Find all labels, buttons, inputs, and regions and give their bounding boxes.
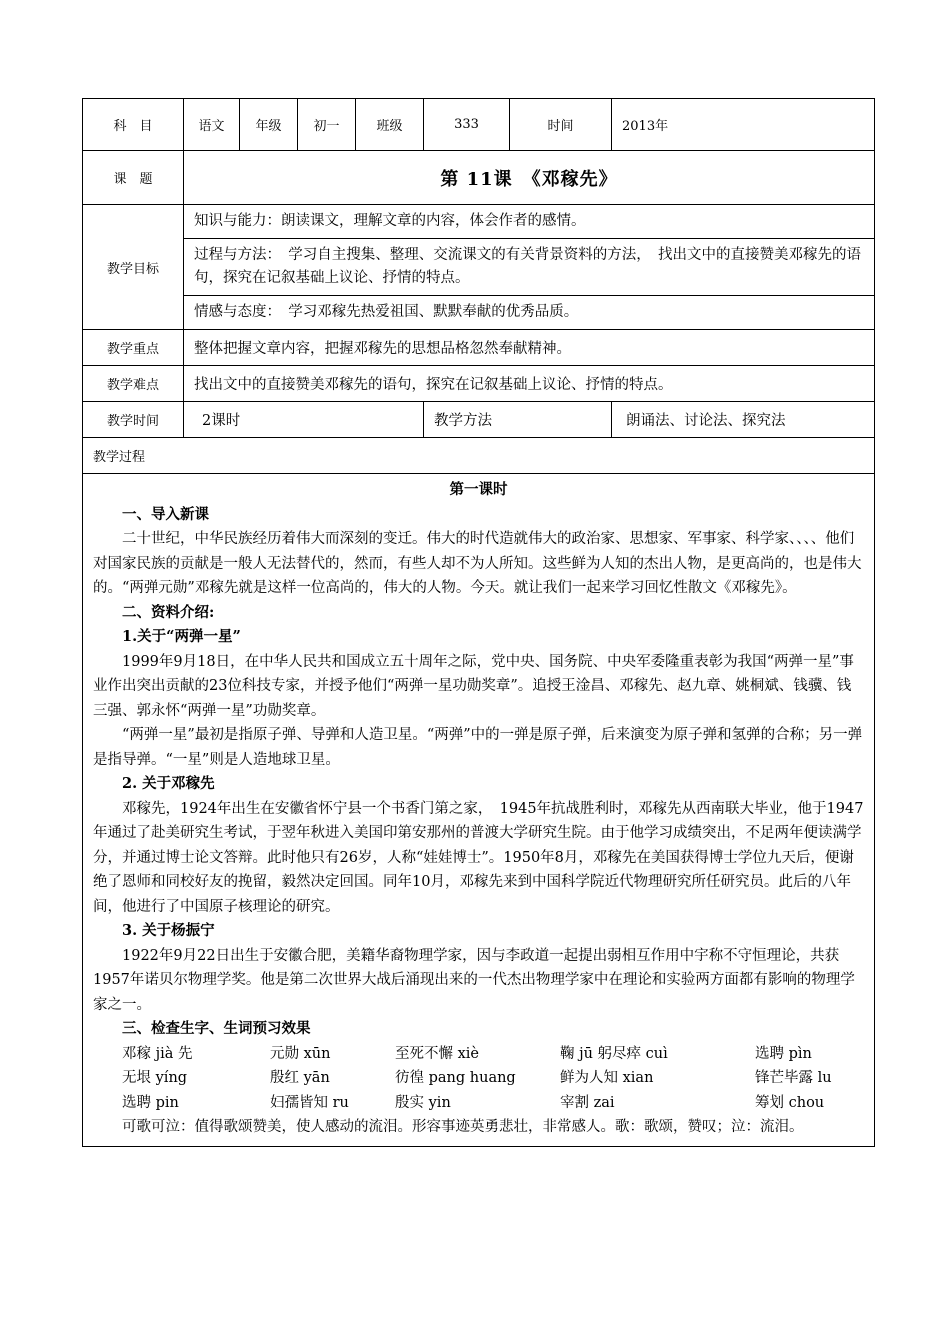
difficulties-row — [83, 366, 875, 402]
class-label: 班级 — [356, 99, 424, 151]
teaching-method-value: 朗诵法、讨论法、探究法 — [612, 402, 875, 438]
vocab-item: 选聘 pìn — [755, 1045, 812, 1062]
vocab-item: 殷实 yin — [395, 1094, 451, 1111]
teaching-time-value: 2课时 — [184, 402, 424, 438]
difficulties-label: 教学难点 — [83, 366, 184, 402]
difficulties-text: 找出文中的直接赞美邓稼先的语句，探究在记叙基础上议论、抒情的特点。 — [184, 366, 875, 402]
vocab-item: 无垠 yíng — [122, 1070, 188, 1086]
subject-label: 科 目 — [83, 99, 184, 151]
vocab-item: 锋芒毕露 lu — [755, 1070, 832, 1086]
vocab-item: 邓稼 jià 先 — [122, 1045, 193, 1062]
time-value: 2013年 — [612, 99, 875, 151]
header-row — [83, 99, 875, 151]
vocab-item: 妇孺皆知 ru — [270, 1094, 349, 1111]
process-header-row — [83, 438, 875, 474]
vocab-item: 选聘 pin — [122, 1094, 179, 1111]
lesson-plan — [82, 98, 874, 1147]
vocab-item: 至死不懈 xiè — [395, 1045, 480, 1062]
materials-1-para-1: 1999年9月18日，在中华人民共和国成立五十周年之际，党中央、国务院、中央军委隆重表彰为我国“两弹一星”事业作出突出贡献的23位科技专家，并授予他们“两弹一星功勋奖章”。追授王淦昌、邓稼先、赵九章、姚桐斌、钱骥、钱三强、郭永怀“两弹一星”功勋奖章。 — [93, 653, 854, 719]
grade-label: 年级 — [240, 99, 298, 151]
process-row — [83, 474, 875, 1147]
vocab-item: 彷徨 pang huang — [395, 1070, 516, 1086]
goals-row — [83, 205, 875, 330]
materials-2-text: 邓稼先，1924年出生在安徽省怀宁县一个书香门第之家， 1945年抗战胜利时，邓稼先从西南联大毕业，他于1947年通过了赴美研究生考试，于翌年秋进入美国印第安那州的普渡大学研究生院。由于他学习成绩突出，不足两年便读满学分，并通过博士论文答辩。此时他只有26岁，人称“娃娃博士”。1950年8月，邓稼先在美国获得博士学位九天后，便谢绝了恩师和同校好友的挽留，毅然决定回国。同年10月，邓稼先来到中国科学院近代物理研究所任研究员。此后的八年间，他进行了中国原子核理论的研究。 — [93, 800, 864, 915]
vocab-item: 元勋 xūn — [270, 1045, 331, 1062]
grade-value: 初一 — [298, 99, 356, 151]
section-materials-heading: 二、资料介绍: — [122, 603, 215, 621]
topic-row — [83, 151, 875, 205]
vocab-item: 筹划 chou — [755, 1094, 825, 1111]
goal-emotion: 情感与态度： 学习邓稼先热爱祖国、默默奉献的优秀品质。 — [194, 304, 579, 320]
key-points-text: 整体把握文章内容，把握邓稼先的思想品格忽然奉献精神。 — [184, 330, 875, 366]
lesson-plan-table — [82, 98, 875, 1147]
schedule-row — [83, 402, 875, 438]
vocab-item: 殷红 yān — [270, 1070, 330, 1086]
first-lesson-title: 第一课时 — [449, 481, 508, 498]
key-points-row — [83, 330, 875, 366]
vocab-grid — [93, 1042, 864, 1116]
materials-1-para-2: “两弹一星”最初是指原子弹、导弹和人造卫星。“两弹”中的一弹是原子弹，后来演变为原子弹和氢弹的合称；另一弹是指导弹。“一星”则是人造地球卫星。 — [93, 727, 863, 768]
key-points-label: 教学重点 — [83, 330, 184, 366]
materials-2-heading: 2. 关于邓稼先 — [122, 775, 215, 792]
teaching-method-label: 教学方法 — [424, 402, 612, 438]
topic-label: 课 题 — [83, 151, 184, 205]
materials-3-text: 1922年9月22日出生于安徽合肥，美籍华裔物理学家，因与李政道一起提出弱相互作用中宇称不守恒理论，共获1957年诺贝尔物理学奖。他是第二次世界大战后涌现出来的一代杰出物理学家中在理论和实验两方面都有影响的物理学家之一。 — [93, 947, 855, 1013]
section-vocab-heading: 三、检查生字、生词预习效果 — [122, 1020, 311, 1037]
goal-knowledge: 知识与能力：朗读课文，理解文章的内容，体会作者的感情。 — [184, 205, 874, 239]
section-intro-heading: 一、导入新课 — [122, 505, 209, 523]
goal-process: 过程与方法： 学习自主搜集、整理、交流课文的有关背景资料的方法， 找出文中的直接赞美邓稼先的语句，探究在记叙基础上议论、抒情的特点。 — [184, 239, 874, 296]
process-content — [83, 474, 875, 1147]
process-label: 教学过程 — [83, 438, 875, 474]
section-intro-text: 二十世纪，中华民族经历着伟大而深刻的变迁。伟大的时代造就伟大的政治家、思想家、军事家、科学家、、、、他们对国家民族的贡献是一般人无法替代的，然而，有些人却不为人所知。这些鲜为人知的杰出人物，是更高尚的，也是伟大的。“两弹元勋”邓稼先就是这样一位高尚的，伟大的人物。今天。就让我们一起来学习回忆性散文《邓稼先》。 — [93, 531, 862, 596]
subject-value: 语文 — [184, 99, 240, 151]
vocab-item: 鞠 jū 躬尽瘁 cuì — [560, 1045, 668, 1062]
vocab-item: 鲜为人知 xian — [560, 1070, 654, 1086]
time-label: 时间 — [510, 99, 612, 151]
materials-3-heading: 3. 关于杨振宁 — [122, 922, 215, 939]
gekeqi-definition: 可歌可泣：值得歌颂赞美，使人感动的流泪。形容事迹英勇悲壮，非常感人。歌：歌颂，赞叹；泣：流泪。 — [122, 1119, 804, 1135]
vocab-item: 宰割 zai — [560, 1094, 615, 1111]
teaching-time-label: 教学时间 — [83, 402, 184, 438]
lesson-title: 第 11课 《邓稼先》 — [184, 151, 875, 205]
goals-label: 教学目标 — [83, 205, 184, 330]
class-value: 333 — [424, 99, 510, 151]
materials-1-heading: 1.关于“两弹一星” — [122, 628, 241, 645]
